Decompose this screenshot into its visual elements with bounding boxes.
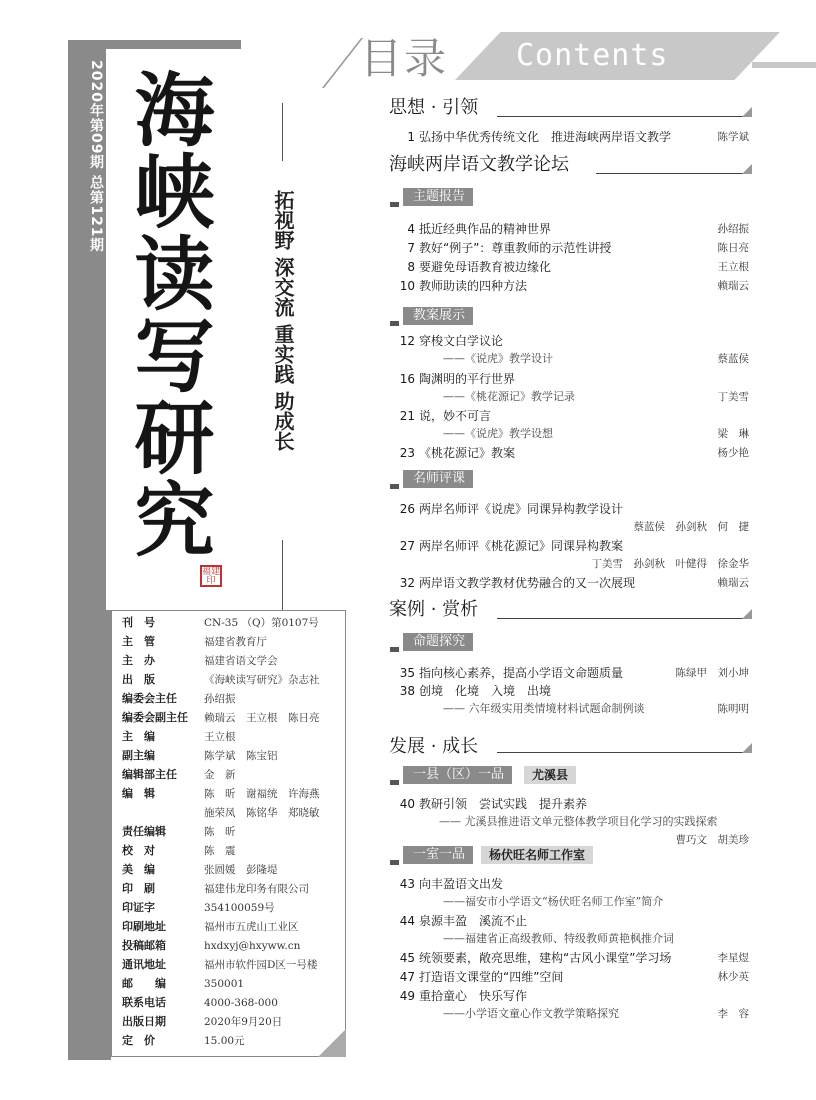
page-number: 12 [399,334,415,348]
page-number: 43 [399,877,415,891]
entry-title: 要避免母语教育被边缘化 [419,260,552,274]
entry-title: 两岸名师评《说虎》同课异构教学设计 [419,502,624,516]
page-number: 21 [399,409,415,423]
info-row [122,901,275,915]
page-number: 45 [399,951,415,965]
info-box-corner [318,1029,346,1057]
info-value: 陈学斌 陈宝铝 [204,750,278,762]
toc-entry[interactable] [389,683,749,719]
info-label: 副主编 [122,749,155,762]
slogan-1: 拓视野 [271,190,295,250]
info-row [122,844,236,858]
section-rule-tail [742,164,752,174]
toc-entry[interactable] [389,371,749,407]
info-value: 陈 昕 [204,826,236,838]
entry-title: 陶渊明的平行世界 [419,372,516,386]
entry-title: 泉源丰盈 溪流不止 [419,914,528,928]
entry-author: 蔡蓝侯 孙剑秋 何 捷 [633,521,749,533]
page-number: 23 [399,446,415,460]
page-number: 32 [399,576,415,590]
page-number: 44 [399,914,415,928]
info-label: 主 办 [122,654,155,667]
slogan [270,190,295,451]
entry-title: 统领要素，敞亮思维，建构“古风小课堂”学习场 [419,951,672,965]
info-value: 王立根 [204,731,236,743]
info-label: 印刷地址 [122,920,166,933]
top-decor-band [106,40,241,49]
subsection-marker [390,780,399,785]
toc-entry[interactable] [389,538,749,574]
entry-title: 穿梭文白学议论 [419,334,504,348]
entry-title: 教好“例子”：尊重教师的示范性讲授 [419,241,612,255]
page-number: 40 [399,797,415,811]
info-row [122,749,278,763]
info-label: 责任编辑 [122,825,166,838]
toc-entry[interactable] [389,408,749,444]
section-title: 思想 · 引领 [389,97,479,118]
entry-author: 丁美雪 孙剑秋 叶健得 徐金华 [591,558,749,570]
entry-author: 杨少艳 [717,447,749,459]
page-number: 38 [399,684,415,698]
toc-title-english: Contents [516,38,669,73]
info-row [122,1034,245,1048]
toc-entry[interactable] [389,501,749,537]
entry-author: 赖瑞云 [717,577,749,589]
info-value: 《海峡读写研究》杂志社 [204,674,320,686]
entry-title: 教师助读的四种方法 [419,279,528,293]
info-row [122,806,320,820]
info-row [122,768,236,782]
info-value: 福州市软件园D区一号楼 [204,959,318,971]
section-rule-tail [742,107,752,117]
entry-author: 陈明明 [717,703,749,715]
info-label: 编 辑 [122,787,155,800]
subsection-marker [390,321,399,326]
entry-title: 向丰盈语文出发 [419,877,504,891]
page-number: 47 [399,970,415,984]
left-decor-bar-bottom [68,610,111,1060]
entry-subtitle: ——《说虎》教学设想 [443,427,553,440]
section-title: 发展 · 成长 [389,736,479,757]
entry-title: 两岸名师评《桃花源记》同课异构教案 [419,539,624,553]
slogan-4: 助成长 [271,390,295,451]
info-row [122,958,317,972]
subsection-marker [390,202,399,207]
page-number: 26 [399,502,415,516]
slogan-2: 深交流 [271,256,295,317]
entry-title: 教研引领 尝试实践 提升素养 [419,797,588,811]
info-value: 施荣凤 陈铭华 郑晓敏 [204,807,320,819]
seal-stamp: 福建 印 [202,567,221,586]
info-value: 张圆媛 彭隆堤 [204,864,278,876]
toc-entry[interactable] [389,913,749,949]
info-label: 印证字 [122,901,155,914]
info-row [122,863,278,877]
issue-number: 2020年第09期 总第121期 [88,60,104,253]
header-slash [322,38,363,88]
info-row [122,825,236,839]
info-label: 出版日期 [122,1015,166,1028]
info-value: 2020年9月20日 [204,1016,283,1028]
entry-author: 蔡蓝侯 [717,353,749,365]
page-number: 49 [399,989,415,1003]
info-label: 定 价 [122,1034,155,1047]
info-value: 陈 震 [204,845,236,857]
toc-entry[interactable] [389,796,749,848]
entry-author: 曹巧文 胡美珍 [675,834,749,846]
magazine-title: 海峡读写研究 [121,68,215,560]
page-number: 35 [399,666,415,680]
info-row [122,730,236,744]
info-value: 孙绍振 [204,693,236,705]
info-label: 邮 编 [122,977,166,990]
header-right-band [752,62,816,68]
info-row [122,882,309,896]
info-value: CN-35 （Q）第0107号 [204,617,319,629]
info-value: 赖瑞云 王立根 陈日亮 [204,712,320,724]
slogan-3: 重实践 [271,323,295,384]
section-title: 海峡两岸语文教学论坛 [389,154,569,175]
toc-entry[interactable] [389,988,749,1024]
info-label: 刊 号 [122,616,155,629]
entry-author: 陈日亮 [717,242,749,254]
info-row [122,787,320,801]
info-label: 印 刷 [122,882,155,895]
info-value: hxdxyj@hxyww.cn [204,940,301,952]
entry-author: 李 容 [717,1008,749,1020]
info-value: 15.00元 [204,1035,245,1047]
info-value: 陈 昕 谢福统 许海燕 [204,788,320,800]
info-value: 354100059号 [204,902,275,914]
section-rule [497,752,747,753]
subsection-marker [390,484,399,489]
entry-author: 丁美雪 [717,391,749,403]
info-row [122,920,299,934]
subsection-label: 命题探究 [403,633,473,651]
page-number: 4 [407,222,415,236]
entry-subtitle: ——福安市小学语文“杨伏旺名师工作室”简介 [443,895,664,908]
entry-subtitle: —— 尤溪县推进语文单元整体教学项目化学习的实践探索 [439,815,718,828]
info-label: 校 对 [122,844,155,857]
section-title: 案例 · 赏析 [389,599,479,620]
entry-author: 王立根 [717,261,749,273]
info-row [122,673,320,687]
slogan-divider-bottom [282,540,283,610]
entry-author: 林少英 [717,971,749,983]
entry-title: 弘扬中华优秀传统文化 推进海峡两岸语文教学 [419,130,672,144]
info-row [122,939,300,953]
entry-title: 抵近经典作品的精神世界 [419,222,552,236]
entry-title: 两岸语文教学教材优势融合的又一次展现 [419,576,636,590]
info-value: 金 新 [204,769,236,781]
info-value: 福建省语文学会 [204,655,278,667]
page-number: 27 [399,539,415,553]
entry-author: 梁 琳 [717,428,749,440]
info-label: 主 管 [122,635,155,648]
entry-subtitle: ——《桃花源记》教学记录 [443,390,575,403]
entry-author: 陈绿甲 刘小坤 [675,667,749,679]
masthead-info-box [111,610,346,1057]
subsection-label: 一县（区）一品 [403,766,512,784]
slogan-divider-top [282,103,283,161]
info-label: 联系电话 [122,996,166,1009]
section-rule [497,618,747,619]
subsection-label: 教案展示 [403,307,473,325]
subsection-tag: 杨伏旺名师工作室 [481,846,593,864]
info-value: 福州市五虎山工业区 [204,921,299,933]
entry-author: 李星煜 [717,952,749,964]
entry-author: 赖瑞云 [717,280,749,292]
subsection-marker [390,647,399,652]
info-label: 主 编 [122,730,155,743]
info-value: 福建伟龙印务有限公司 [204,883,309,895]
entry-subtitle: ——福建省正高级教师、特级教师黄艳枫推介词 [443,932,674,945]
subsection-marker [390,860,399,865]
info-label: 编辑部主任 [122,768,177,781]
info-row [122,635,267,649]
info-label: 编委会主任 [122,692,177,705]
page-number: 1 [407,130,415,144]
subsection-label: 名师评课 [403,470,473,488]
info-label: 美 编 [122,863,155,876]
info-row [122,711,320,725]
entry-title: 说，妙不可言 [419,409,492,423]
toc-entry[interactable] [389,333,749,369]
info-value: 350001 [204,978,245,990]
section-rule [497,116,747,117]
entry-title: 《桃花源记》教案 [419,446,516,460]
info-row [122,616,319,630]
info-row [122,692,236,706]
entry-title: 指向核心素养，提高小学语文命题质量 [419,666,624,680]
subsection-label: 一室一品 [403,846,473,864]
section-rule-tail [742,743,752,753]
subsection-label: 主题报告 [403,188,473,206]
entry-subtitle: —— 六年级实用类情境材料试题命制例谈 [443,702,645,715]
section-rule-tail [742,609,752,619]
info-value: 4000-368-000 [204,997,278,1009]
subsection-tag: 尤溪县 [524,766,576,784]
page-number: 8 [407,260,415,274]
entry-title: 创境 化境 入境 出境 [419,684,552,698]
page-number: 16 [399,372,415,386]
info-label: 投稿邮箱 [122,939,166,952]
entry-title: 重拾童心 快乐写作 [419,989,528,1003]
info-label: 通讯地址 [122,958,166,971]
entry-subtitle: ——《说虎》教学设计 [443,352,553,365]
info-value: 福建省教育厅 [204,636,267,648]
entry-author: 孙绍振 [717,223,749,235]
info-row [122,654,278,668]
entry-subtitle: ——小学语文童心作文教学策略探究 [443,1007,619,1020]
info-label: 编委会副主任 [122,711,188,724]
info-row [122,1015,282,1029]
info-row [122,977,244,991]
entry-title: 打造语文课堂的“四维”空间 [419,970,564,984]
page-number: 10 [399,279,415,293]
info-row [122,996,278,1010]
toc-entry[interactable] [389,876,749,912]
info-label: 出 版 [122,673,155,686]
section-rule [596,173,747,174]
toc-title: 目录 [360,34,449,83]
page-number: 7 [407,241,415,255]
entry-author: 陈学斌 [717,131,749,143]
